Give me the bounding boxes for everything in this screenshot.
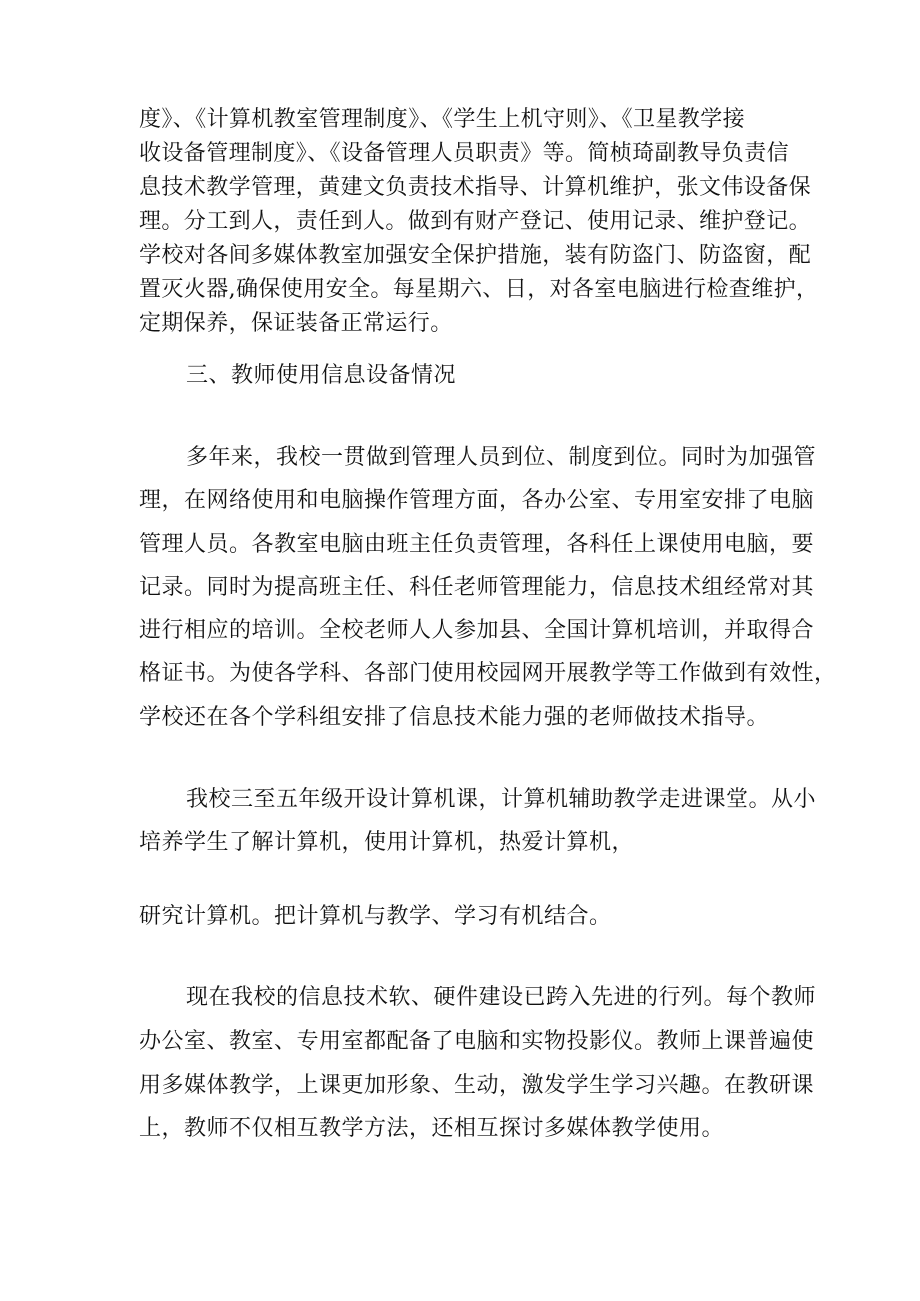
paragraph-1-line-3: 息技术教学管理，黄建文负责技术指导、计算机维护，张文伟设备保 bbox=[139, 175, 812, 200]
paragraph-1-line-6: 置灭火器,确保使用安全。每星期六、日，对各室电脑进行检查维护， bbox=[139, 277, 819, 302]
paragraph-2-line-1: 多年来，我校一贯做到管理人员到位、制度到位。同时为加强管 bbox=[186, 445, 817, 470]
paragraph-2-line-4: 记录。同时为提高班主任、科任老师管理能力，信息技术组经常对其 bbox=[139, 575, 815, 600]
paragraph-5-line-3: 用多媒体教学，上课更加形象、生动，激发学生学习兴趣。在教研课 bbox=[139, 1073, 815, 1098]
paragraph-2-line-6: 格证书。为使各学科、各部门使用校园网开展教学等工作做到有效性， bbox=[139, 661, 837, 686]
paragraph-5-line-1: 现在我校的信息技术软、硬件建设已跨入先进的行列。每个教师 bbox=[186, 985, 817, 1010]
paragraph-5-line-4: 上，教师不仅相互教学方法，还相互探讨多媒体教学使用。 bbox=[139, 1116, 725, 1141]
paragraph-5-line-2: 办公室、教室、专用室都配备了电脑和实物投影仪。教师上课普遍使 bbox=[139, 1029, 815, 1054]
paragraph-1-line-2: 收设备管理制度》、《设备管理人员职责》等。简桢琦副教导负责信 bbox=[139, 141, 790, 166]
paragraph-1-line-4: 理。分工到人，责任到人。做到有财产登记、使用记录、维护登记。 bbox=[139, 209, 812, 234]
paragraph-1-line-5: 学校对各间多媒体教室加强安全保护措施，装有防盗门、防盗窗，配 bbox=[139, 243, 812, 268]
paragraph-1-line-1: 度》、《计算机教室管理制度》、《学生上机守则》、《卫星教学接 bbox=[139, 107, 746, 132]
paragraph-4-line-1: 研究计算机。把计算机与教学、学习有机结合。 bbox=[139, 904, 612, 929]
paragraph-2-line-2: 理，在网络使用和电脑操作管理方面，各办公室、专用室安排了电脑 bbox=[139, 488, 815, 513]
paragraph-1-line-7: 定期保养，保证装备正常运行。 bbox=[139, 311, 453, 336]
paragraph-2-line-5: 进行相应的培训。全校老师人人参加县、全国计算机培训，并取得合 bbox=[139, 618, 815, 643]
paragraph-2-line-7: 学校还在各个学科组安排了信息技术能力强的老师做技术指导。 bbox=[139, 705, 770, 730]
section-heading: 三、教师使用信息设备情况 bbox=[186, 363, 457, 388]
paragraph-3-line-2: 培养学生了解计算机，使用计算机，热爱计算机， bbox=[139, 830, 635, 855]
paragraph-2-line-3: 管理人员。各教室电脑由班主任负责管理，各科任上课使用电脑，要 bbox=[139, 532, 815, 557]
paragraph-3-line-1: 我校三至五年级开设计算机课，计算机辅助教学走进课堂。从小 bbox=[186, 787, 817, 812]
